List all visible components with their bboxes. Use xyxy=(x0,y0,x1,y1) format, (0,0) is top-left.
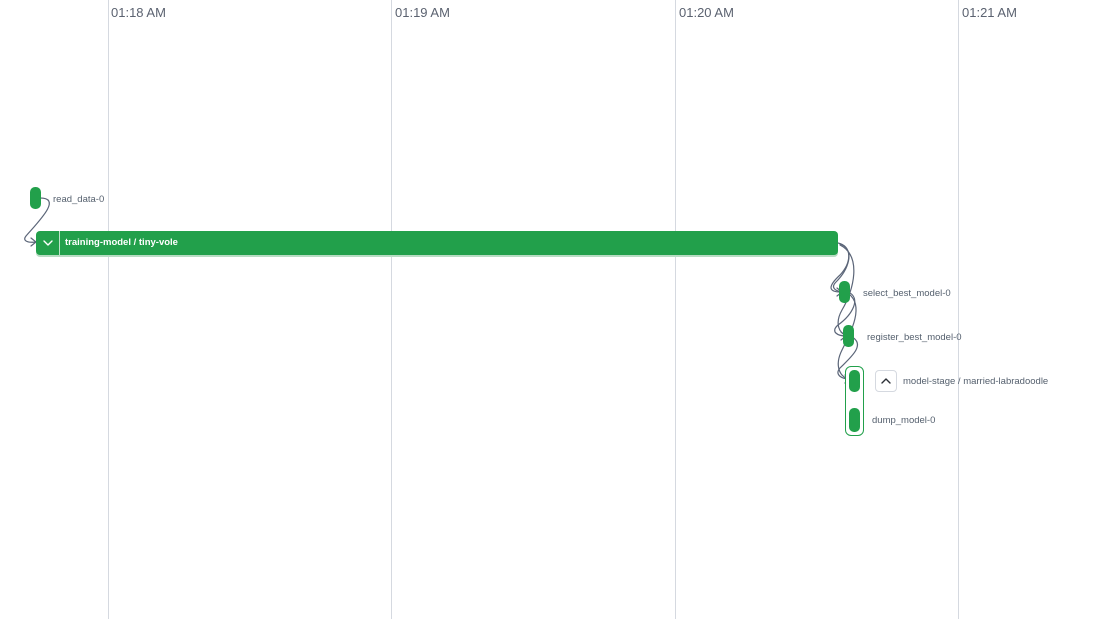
time-tick-label: 01:19 AM xyxy=(395,5,450,20)
task-register-best-model[interactable] xyxy=(843,325,854,347)
gridline-0119 xyxy=(391,0,392,619)
task-label-read-data: read_data-0 xyxy=(53,194,105,205)
subflow-training-model[interactable] xyxy=(36,231,838,255)
task-label-select-best-model: select_best_model-0 xyxy=(863,288,951,299)
gridline-0121 xyxy=(958,0,959,619)
collapse-toggle[interactable] xyxy=(36,231,60,255)
time-tick-label: 01:20 AM xyxy=(679,5,734,20)
gridline-0118 xyxy=(108,0,109,619)
subflow-model-stage-bar[interactable] xyxy=(849,370,860,392)
expand-toggle[interactable] xyxy=(875,370,897,392)
chevron-up-icon xyxy=(880,375,892,387)
gridline-0120 xyxy=(675,0,676,619)
task-select-best-model[interactable] xyxy=(839,281,850,303)
time-tick-label: 01:18 AM xyxy=(111,5,166,20)
subflow-title: training-model / tiny-vole xyxy=(65,237,178,248)
task-dump-model[interactable] xyxy=(849,408,860,432)
task-label-dump-model: dump_model-0 xyxy=(872,415,936,426)
task-label-register-best-model: register_best_model-0 xyxy=(867,332,962,343)
chevron-down-icon xyxy=(42,237,54,249)
time-tick-label: 01:21 AM xyxy=(962,5,1017,20)
task-read-data[interactable] xyxy=(30,187,41,209)
subflow-title: model-stage / married-labradoodle xyxy=(903,376,1049,387)
